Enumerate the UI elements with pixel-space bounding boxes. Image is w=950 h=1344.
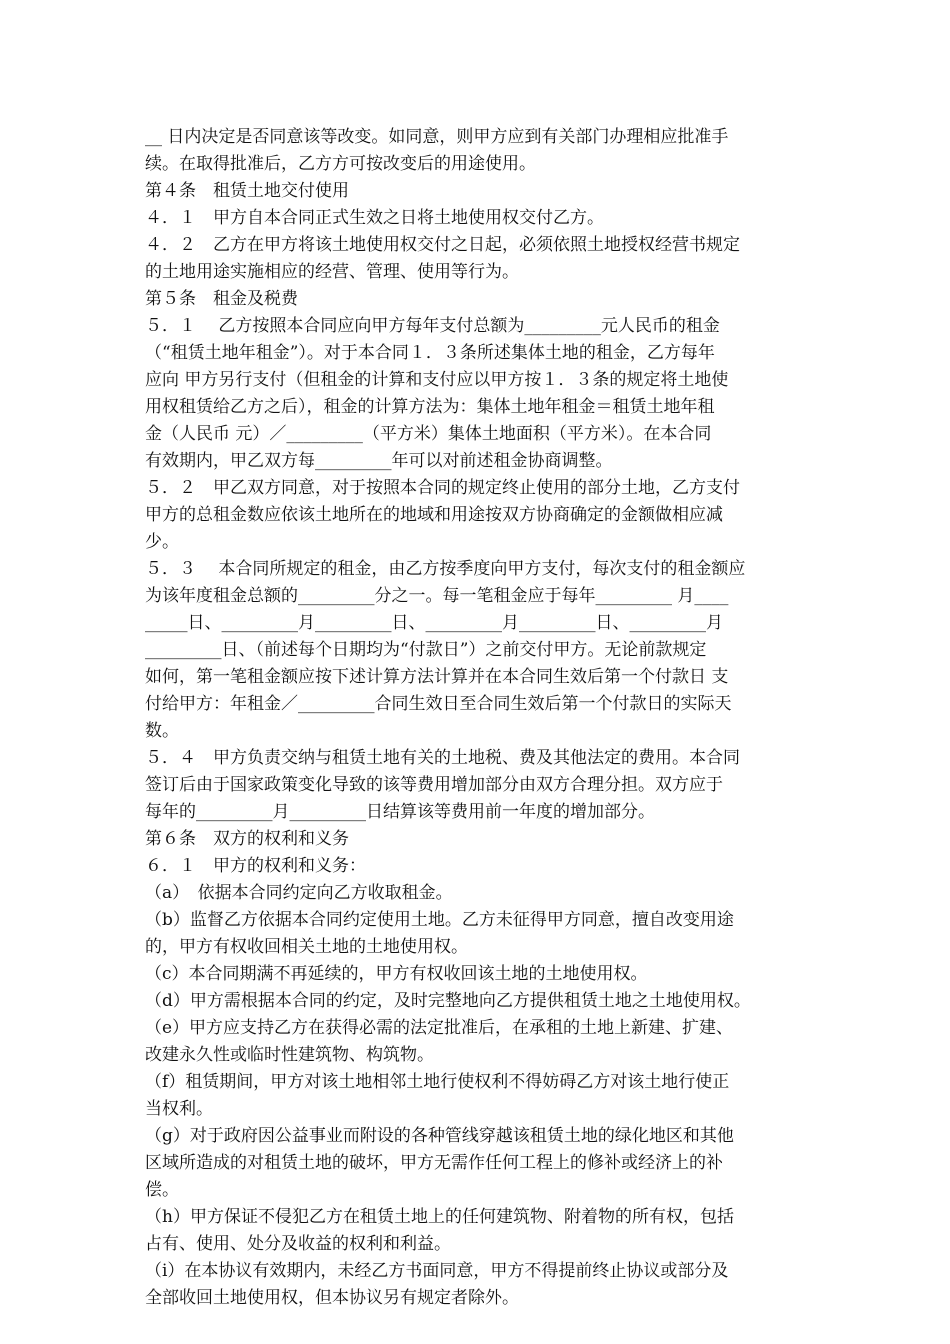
- text-line: 用权租赁给乙方之后），租金的计算方法为：集体土地年租金＝租赁土地年租: [145, 397, 715, 417]
- text-line: （d）甲方需根据本合同的约定，及时完整地向乙方提供租赁土地之土地使用权。: [145, 991, 751, 1011]
- text-line: 金（人民币 元）／_________（平方米）集体土地面积（平方米）。在本合同: [145, 424, 712, 444]
- text-line: 甲方的总租金数应依该土地所在的地域和用途按双方协商确定的金额做相应减: [145, 505, 723, 525]
- text-line: ５．２ 甲乙双方同意，对于按照本合同的规定终止使用的部分土地，乙方支付: [145, 478, 740, 498]
- text-line: 每年的_________月_________日结算该等费用前一年度的增加部分。: [145, 802, 655, 822]
- text-line: 占有、使用、处分及收益的权利和利益。: [145, 1234, 451, 1254]
- text-line: 为该年度租金总额的_________分之一。每一笔租金应于每年_________ 月____: [145, 586, 729, 606]
- text-line: 第５条 租金及税费: [145, 289, 298, 309]
- text-line: 如何，第一笔租金额应按下述计算方法计算并在本合同生效后第一个付款日 支: [145, 667, 729, 687]
- text-line: 全部收回土地使用权，但本协议另有规定者除外。: [145, 1288, 519, 1308]
- text-line: （e）甲方应支持乙方在获得必需的法定批准后，在承租的土地上新建、扩建、: [145, 1018, 734, 1038]
- text-line: ４．１ 甲方自本合同正式生效之日将土地使用权交付乙方。: [145, 208, 604, 228]
- text-line: ５．４ 甲方负责交纳与租赁土地有关的土地税、费及其他法定的费用。本合同: [145, 748, 740, 768]
- text-line: ５．１ 乙方按照本合同应向甲方每年支付总额为_________元人民币的租金: [145, 316, 720, 336]
- text-line: 区域所造成的对租赁土地的破坏，甲方无需作任何工程上的修补或经济上的补: [145, 1153, 723, 1173]
- text-line: _________日、（前述每个日期均为“付款日”）之前交付甲方。无论前款规定: [145, 640, 707, 660]
- text-line: 改建永久性或临时性建筑物、构筑物。: [145, 1045, 434, 1065]
- text-line: __ 日内决定是否同意该等改变。如同意，则甲方应到有关部门办理相应批准手: [145, 127, 729, 147]
- text-line: ４．２ 乙方在甲方将该土地使用权交付之日起，必须依照土地授权经营书规定: [145, 235, 740, 255]
- text-line: _____日、_________月_________日、_________月_________日、_________月: [145, 613, 723, 633]
- text-line: 偿。: [145, 1180, 179, 1200]
- text-line: 付给甲方：年租金／_________合同生效日至合同生效后第一个付款日的实际天: [145, 694, 732, 714]
- text-line: （“租赁土地年租金”）。对于本合同１．３条所述集体土地的租金，乙方每年: [145, 343, 715, 363]
- text-line: （f）租赁期间，甲方对该土地相邻土地行使权利不得妨碍乙方对该土地行使正: [145, 1072, 730, 1092]
- text-line: 第６条 双方的权利和义务: [145, 829, 349, 849]
- text-line: 少。: [145, 532, 179, 552]
- contract-text: [145, 124, 825, 1312]
- text-line: 的土地用途实施相应的经营、管理、使用等行为。: [145, 262, 519, 282]
- text-line: 第４条 租赁土地交付使用: [145, 181, 349, 201]
- text-line: 的，甲方有权收回相关土地的土地使用权。: [145, 937, 468, 957]
- text-line: （h）甲方保证不侵犯乙方在租赁土地上的任何建筑物、附着物的所有权，包括: [145, 1207, 734, 1227]
- text-line: （c）本合同期满不再延续的，甲方有权收回该土地的土地使用权。: [145, 964, 648, 984]
- text-line: 当权利。: [145, 1099, 213, 1119]
- text-line: 续。在取得批准后，乙方方可按改变后的用途使用。: [145, 154, 536, 174]
- text-line: （b）监督乙方依据本合同约定使用土地。乙方未征得甲方同意，擅自改变用途: [145, 910, 734, 930]
- text-line: ５．３ 本合同所规定的租金，由乙方按季度向甲方支付，每次支付的租金额应: [145, 559, 746, 579]
- text-line: （g）对于政府因公益事业而附设的各种管线穿越该租赁土地的绿化地区和其他: [145, 1126, 734, 1146]
- text-line: （i）在本协议有效期内，未经乙方书面同意，甲方不得提前终止协议或部分及: [145, 1261, 729, 1281]
- text-line: ６．１ 甲方的权利和义务：: [145, 856, 366, 876]
- text-line: 有效期内，甲乙双方每_________年可以对前述租金协商调整。: [145, 451, 613, 471]
- text-line: 应向 甲方另行支付（但租金的计算和支付应以甲方按１．３条的规定将土地使: [145, 370, 729, 390]
- text-line: 数。: [145, 721, 179, 741]
- text-line: 签订后由于国家政策变化导致的该等费用增加部分由双方合理分担。双方应于: [145, 775, 723, 795]
- text-line: （a） 依据本合同约定向乙方收取租金。: [145, 883, 453, 903]
